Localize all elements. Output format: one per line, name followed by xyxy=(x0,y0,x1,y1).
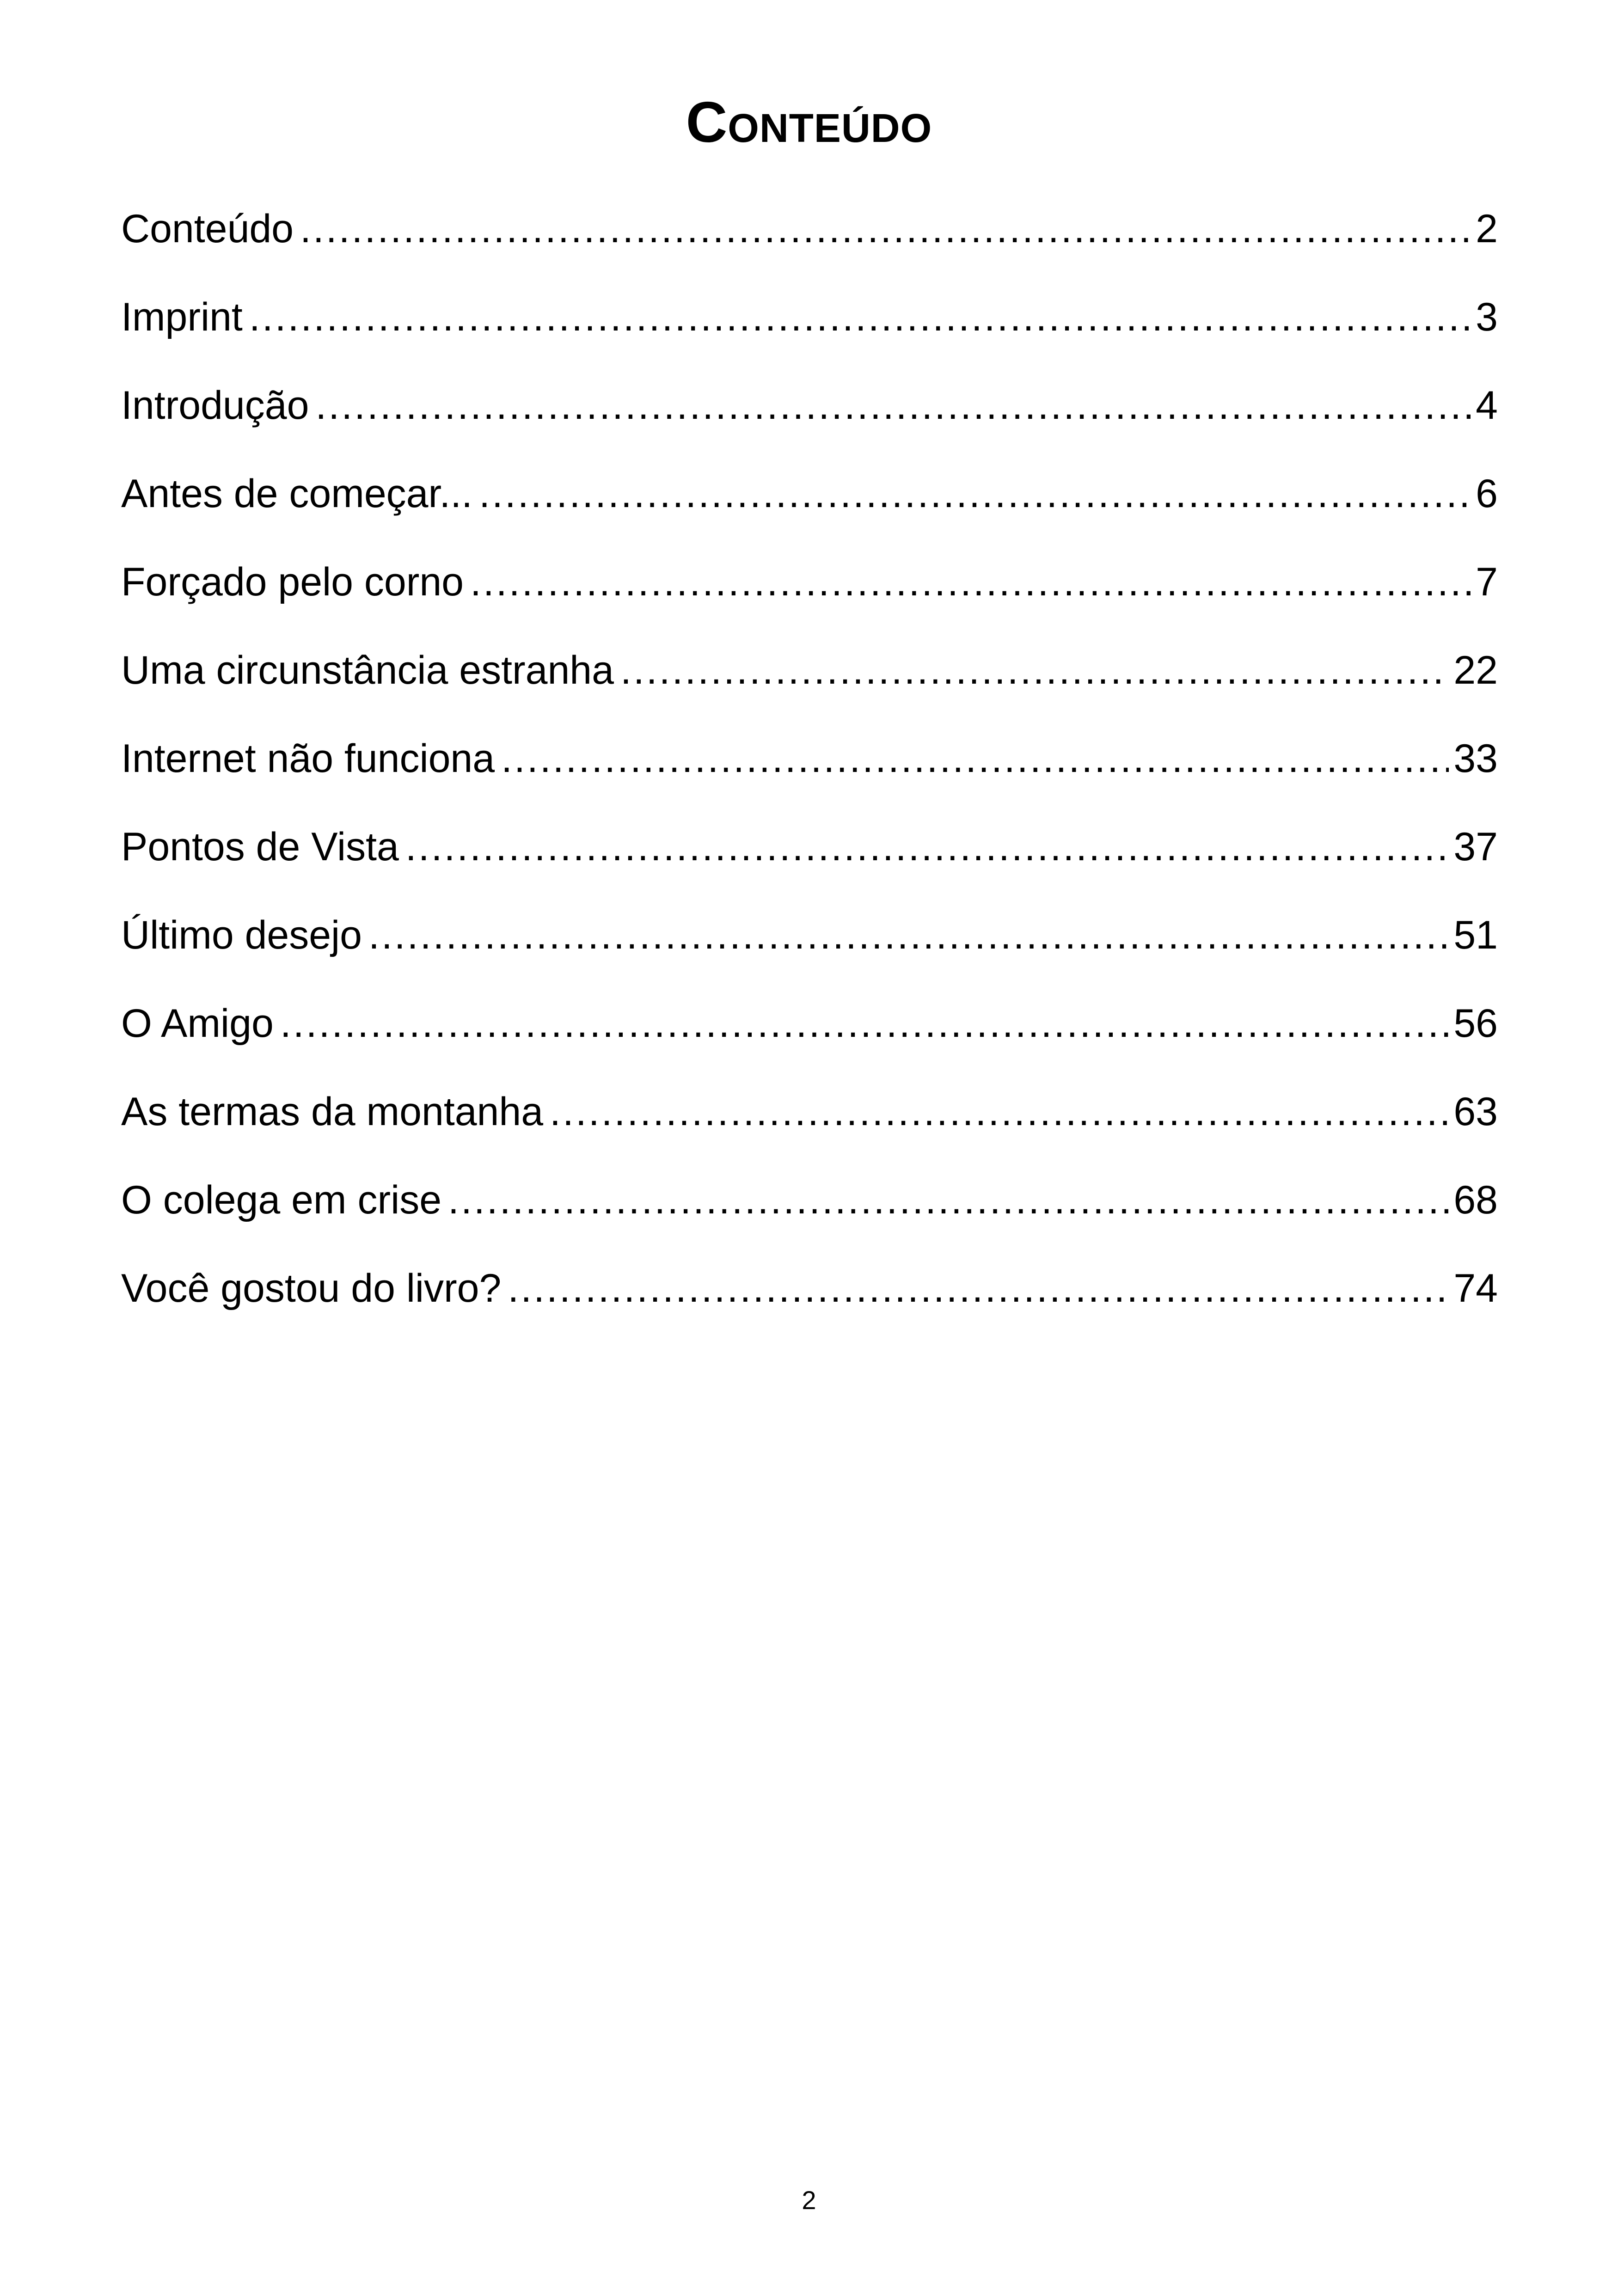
dot-leader xyxy=(501,724,1449,793)
toc-entry-label: O colega em crise xyxy=(121,1178,442,1222)
toc-entry-label: Antes de começar... xyxy=(121,471,473,516)
toc-entry-page: 56 xyxy=(1453,1001,1498,1046)
toc-entry-label: Internet não funciona xyxy=(121,736,495,781)
toc-entry-page: 2 xyxy=(1476,207,1498,251)
toc-entry-label: Forçado pelo corno xyxy=(121,560,464,604)
toc-entry[interactable] xyxy=(121,1254,1498,1342)
dot-leader xyxy=(470,547,1471,617)
toc-entry-page: 7 xyxy=(1476,560,1498,604)
toc-list xyxy=(121,194,1498,1342)
toc-entry[interactable] xyxy=(121,371,1498,459)
toc-entry-label: Introdução xyxy=(121,383,309,428)
toc-entry[interactable] xyxy=(121,547,1498,636)
dot-leader xyxy=(368,900,1449,970)
toc-entry[interactable] xyxy=(121,900,1498,989)
dot-leader xyxy=(300,194,1471,263)
toc-entry-label: Conteúdo xyxy=(121,207,294,251)
page-number: 2 xyxy=(802,2186,816,2215)
toc-entry[interactable] xyxy=(121,194,1498,282)
toc-entry-page: 63 xyxy=(1453,1090,1498,1134)
dot-leader xyxy=(315,371,1471,440)
toc-entry[interactable] xyxy=(121,724,1498,812)
toc-entry-label: Pontos de Vista xyxy=(121,825,399,869)
toc-title: Conteúdo xyxy=(686,91,932,154)
toc-entry-page: 68 xyxy=(1453,1178,1498,1222)
toc-entry-label: Uma circunstância estranha xyxy=(121,648,614,692)
toc-entry-page: 33 xyxy=(1453,736,1498,781)
toc-entry-label: Último desejo xyxy=(121,913,362,957)
toc-entry-page: 3 xyxy=(1476,295,1498,339)
toc-entry[interactable] xyxy=(121,812,1498,900)
dot-leader xyxy=(479,459,1471,528)
toc-entry-page: 6 xyxy=(1476,471,1498,516)
toc-entry-page: 4 xyxy=(1476,383,1498,428)
toc-entry-label: Imprint xyxy=(121,295,243,339)
dot-leader xyxy=(508,1254,1449,1323)
toc-entry-page: 22 xyxy=(1453,648,1498,692)
toc-entry-page: 74 xyxy=(1453,1266,1498,1310)
dot-leader xyxy=(550,1077,1449,1146)
toc-entry-label: Você gostou do livro? xyxy=(121,1266,502,1310)
toc-entry-label: O Amigo xyxy=(121,1001,274,1046)
dot-leader xyxy=(620,636,1449,705)
toc-entry-page: 37 xyxy=(1453,825,1498,869)
dot-leader xyxy=(280,989,1449,1058)
toc-entry[interactable] xyxy=(121,636,1498,724)
dot-leader xyxy=(405,812,1449,882)
toc-entry-label: As termas da montanha xyxy=(121,1090,544,1134)
toc-entry[interactable] xyxy=(121,282,1498,371)
dot-leader xyxy=(249,282,1471,352)
toc-entry-page: 51 xyxy=(1453,913,1498,957)
toc-entry[interactable] xyxy=(121,459,1498,547)
toc-entry[interactable] xyxy=(121,989,1498,1077)
toc-entry[interactable] xyxy=(121,1077,1498,1165)
dot-leader xyxy=(448,1165,1449,1235)
toc-entry[interactable] xyxy=(121,1165,1498,1254)
